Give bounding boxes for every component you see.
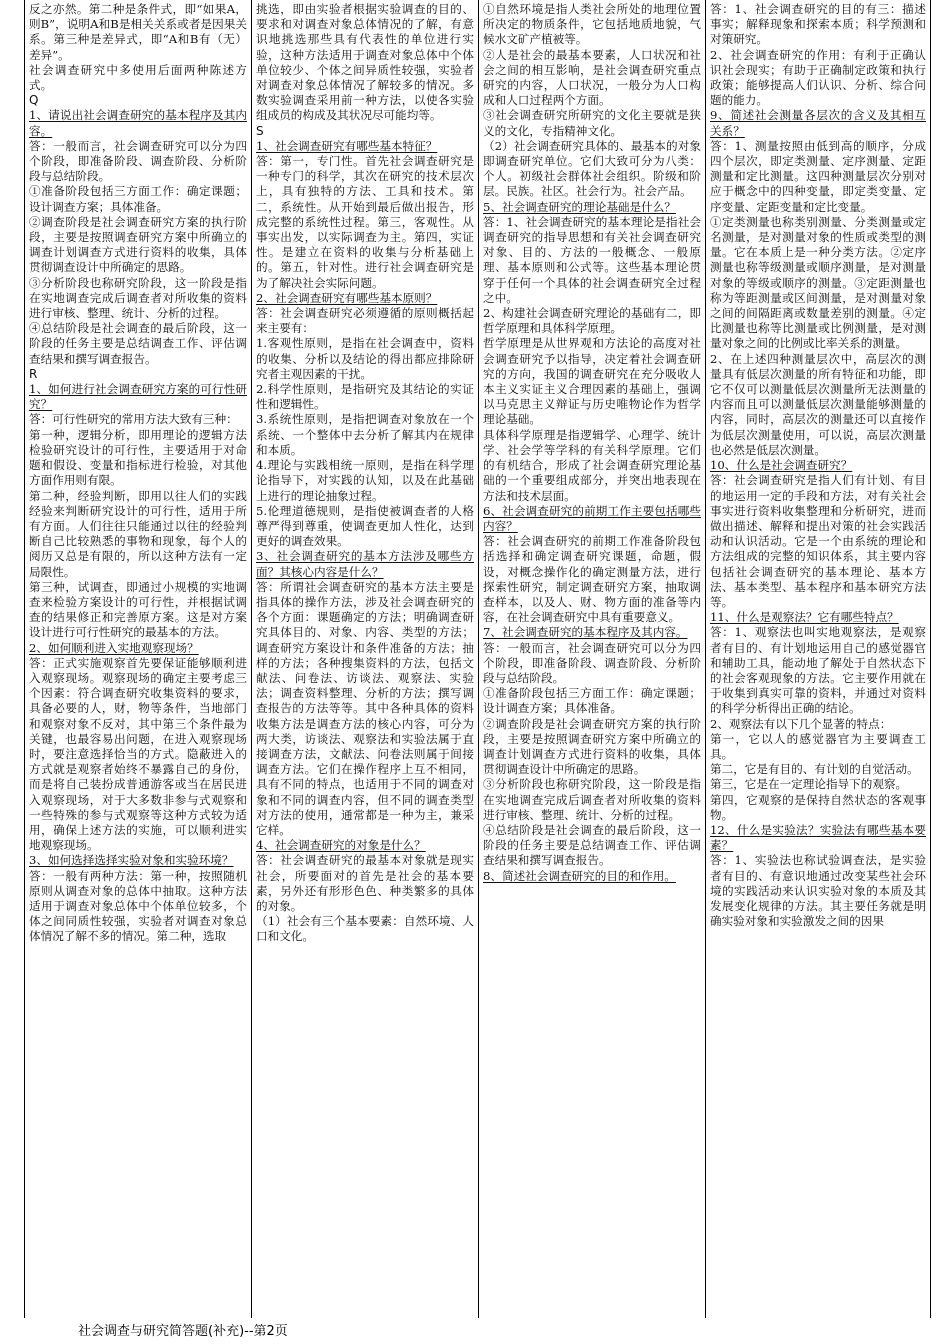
column-2 [252,0,479,1318]
question-heading: 5、社会调查研究的理论基础是什么？ [483,199,676,214]
question-heading: 1、社会调查研究有哪些基本特征？ [256,138,438,153]
answer-paragraph: ③分析阶段也称研究阶段，这一阶段是指在实地调查完成后调查者对所收集的资料进行审核、整理、统计、分析的过程。 [483,777,701,822]
column-3 [479,0,706,1318]
answer-paragraph: （1）社会有三个基本要素：自然环境、人口和文化。 [256,914,474,944]
answer-paragraph: 第二，它是有目的、有计划的自觉活动。 [710,762,919,777]
answer-paragraph: 答：一般有两种方法：第一种，按照随机原则从调查对象的总体中抽取。这种方法适用于调查对象总体中个体单位较多，个体之间同质性较强，实验者对调查对象总体情况了解不多的情况。第二种，选取 [29,868,247,944]
question-heading: 4、社会调查研究的对象是什么？ [256,838,426,853]
column-4 [706,0,931,1318]
question-heading: 9、简述社会测量各层次的含义及其相互关系？ [710,108,926,138]
answer-paragraph: 4.理论与实践相统一原则，是指在科学理论指导下，对实践的认知，以及在此基础上进行的理论抽象过程。 [256,458,474,503]
answer-paragraph: ①定类测量也称类别测量、分类测量或定名测量，是对测量对象的性质或类型的测量。它在本质上是一种分类方法。②定序测量也称等级测量或顺序测量，是对测量对象的等级或顺序的测量。③定距测量也称为等距测量或区间测量，是对测量对象之间的间隔距离或数量差别的测量。④定比测量也称等比测量或比例测量，是对测量对象之间的比例或比率关系的测量。 [710,214,926,351]
question-heading: 3、社会调查研究的基本方法涉及哪些方面？其核心内容是什么？ [256,549,474,579]
answer-paragraph: 2、在上述四种测量层次中，高层次的测量具有低层次测量的所有特征和功能，即它不仅可以测量低层次测量所无法测量的内容而且可以测量低层次测量能够测量的内容，同时，高层次的测量还可以直接作为低层次测量使用，可以说，高层次测量也必然是低层次测量。 [710,351,926,457]
answer-paragraph: 第三种，试调查，即通过小规模的实地调查来检验方案设计的可行性，并根据试调查的结果修正和完善原方案。这是对方案设计进行可行性研究的最基本的方法。 [29,579,247,640]
section-letter: R [29,366,38,381]
answer-paragraph: 答：正式实施观察首先要保证能够顺利进入观察现场。观察现场的确定主要考虑三个因素：符合调查研究收集资料的要求，具备必要的人，财，物等条件，当地部门和观察对象不反对，其中第三个条件最为关键，也最容易出问题，在进入观察现场时，要注意选择恰当的方式。隐蔽进入的方式就是观察者始终不暴露自己的身份，而是将自己装扮成普通游客或当在居民进入观察现场，对于大多数非参与式观察和一些特殊的参与式观察等这种方式较为适用，确保上述方法的实施，可以顺利进实地观察现场。 [29,655,247,853]
answer-paragraph: ④总结阶段是社会调查的最后阶段，这一阶段的任务主要是总结调查工作、评估调查结果和撰写调查报告。 [483,822,701,868]
answer-paragraph: 第一，它以人的感觉器官为主要调查工具。 [710,731,926,761]
question-heading: 2、如何顺利进入实地观察现场？ [29,640,199,655]
answer-paragraph: 挑选，即由实验者根据实验调查的目的、要求和对调查对象总体情况的了解，有意识地挑选那些具有代表性的单位进行实验，这种方法适用于调查对象总体中个体单位较少、个体之间异质性较强，实验者对调查对象总体情况了解较多的情况。多数实验调查采用前一种方法，以使各实验组成员的构成及其状况尽可能均等。 [256,2,474,123]
answer-paragraph: 答：1、社会调查研究的基本理论是指社会调查研究的指导思想和有关社会调查研究对象、目的、方法的一般概念、一般原理、基本原则和公式等。这些基本理论贯穿于任何一个具体的社会调查研究全过程之中。 [483,214,701,305]
answer-paragraph: ③社会调查研究所研究的文化主要就是狭义的文化，专指精神文化。 [483,108,701,138]
question-heading: 6、社会调查研究的前期工作主要包括哪些内容？ [483,503,701,533]
answer-paragraph: ①自然环境是指人类社会所处的地理位置所决定的物质条件，它包括地质地貌，气候水文矿产植被等。 [483,2,701,47]
answer-paragraph: 答：一般而言，社会调查研究可以分为四个阶段，即准备阶段、调查阶段、分析阶段与总结阶段。 [29,138,247,184]
answer-paragraph: ①准备阶段包括三方面工作：确定课题；设计调查方案；具体准备。 [29,184,247,214]
answer-paragraph: 答：社会调查研究必须遵循的原则概括起来主要有： [256,306,474,336]
page-footer: 社会调查与研究简答题(补充)--第2页 [78,1324,288,1339]
document-page [24,0,931,1318]
answer-paragraph: 答：可行性研究的常用方法大致有三种： [29,412,238,427]
answer-paragraph: 第二种，经验判断，即用以往人们的实践经验来判断研究设计的可行性，适用于所有方面。人们往往只能通过以往的经验判断自己比较熟悉的事物和现象，每个人的阅历又总是有限的，所以这种方法有一定局限性。 [29,488,247,579]
answer-paragraph: 第三，它是在一定理论指导下的观察。 [710,777,908,792]
section-letter: Q [29,93,39,108]
question-heading: 12、什么是实验法？实验法有哪些基本要素？ [710,822,926,853]
answer-paragraph: 2、社会调查研究的作用：有利于正确认识社会现实；有助于正确制定政策和执行政策；能够提高人们认识、分析、综合问题的能力。 [710,47,926,108]
question-heading: 10、什么是社会调查研究？ [710,458,853,473]
answer-paragraph: 2.科学性原则，是指研究及其结论的实证性和逻辑性。 [256,382,474,412]
answer-paragraph: 答：社会调查研究是指人们有计划、有目的地运用一定的手段和方法，对有关社会事实进行资料收集整理和分析研究，进而做出描述、解释和提出对策的社会实践活动和认识活动。它是一个由系统的理论和方法组成的完整的知识体系，其主要内容包括社会调查研究的基本理论、基本方法、基本类型、基本程序和基本研究方法等。 [710,473,926,609]
section-letter: S [256,123,264,138]
answer-paragraph: 2、观察法有以下几个显著的特点： [710,716,892,731]
answer-paragraph: ④总结阶段是社会调查的最后阶段，这一阶段的任务主要是总结调查工作、评估调查结果和撰写调查报告。 [29,321,247,366]
answer-paragraph: 答：第一，专门性。首先社会调查研究是一种专门的科学，其次在研究的技术层次上，具有独特的方法、工具和技术。第二，系统性。从开始到最后做出报告，形成完整的系统性过程。第三，客观性。从事实出发，以实际调查为主。第四，实证性。是建立在资料的收集与分析基础上的。第五，针对性。进行社会调查研究是为了解决社会实际问题。 [256,154,474,290]
answer-paragraph: 社会调查研究中多使用后面两种陈述方式。 [29,62,247,93]
answer-paragraph: ③分析阶段也称研究阶段，这一阶段是指在实地调查完成后调查者对所收集的资料进行审核、整理、统计、分析的过程。 [29,275,247,321]
answer-paragraph: 答：1、观察法也叫实地观察法，是观察者有目的、有计划地运用自己的感觉器官和辅助工具，能动地了解处于自然状态下的社会客观现象的方法。它主要作用就在于收集到真实可靠的资料，并通过对资料的科学分析得出正确的结论。 [710,625,926,716]
answer-paragraph: ①准备阶段包括三方面工作：确定课题；设计调查方案；具体准备。 [483,686,701,716]
answer-paragraph: 答：1、社会调查研究的目的有三：描述事实；解释现象和探索本质；科学预测和对策研究。 [710,2,926,47]
answer-paragraph: ②人是社会的最基本要素，人口状况和社会之间的相互影响，是社会调查研究重点研究的内容，人口状况，一般分为人口构成和人口过程两个方面。 [483,47,701,108]
answer-paragraph: 答：所谓社会调查研究的基本方法主要是指具体的操作方法，涉及社会调查研究的各个方面：课题确定的方法；明确调查研究具体目的、对象、内容、类型的方法；调查研究方案设计和条件准备的方法；抽样的方法；各种搜集资料的方法，包括文献法、问卷法、访谈法、观察法、实验法；调查资料整理、分析的方法；撰写调查报告的方法等等。其中各种具体的资料收集方法是调查方法的核心内容，可分为两大类，访谈法、观察法和实验法属于直接调查方法，文献法、问卷法则属于间接调查方法。它们在操作程序上互不相同，具有不同的特点，也适用于不同的调查对象和不同的调查内容，但不同的调查类型对方法的使用，通常都是一种为主，兼采它样。 [256,579,474,837]
question-heading: 3、如何选择选择实验对象和实验环境？ [29,853,234,868]
question-heading: 1、如何进行社会调查研究方案的可行性研究？ [29,382,247,412]
answer-paragraph: 5.伦理道德规则，是指使被调查者的人格尊严得到尊重，使调查更加人性化，达到更好的调查效果。 [256,503,474,549]
answer-paragraph: 答：社会调查研究的前期工作准备阶段包括选择和确定调查研究课题，命题，假设，对概念操作化的确定测量方法，进行探索性研究，制定调查研究方案，抽取调查样本，以及人、财、物方面的准备等内容，在社会调查研究中具有重要意义。 [483,534,701,625]
question-heading: 1、请说出社会调查研究的基本程序及其内容。 [29,108,247,138]
answer-paragraph: 1.客观性原则，是指在社会调查中，资料的收集、分析以及结论的得出都应排除研究者主观因素的干扰。 [256,336,474,381]
answer-paragraph: 2、构建社会调查研究理论的基础有二，即哲学原理和具体科学原理。 [483,306,701,336]
answer-paragraph: 第一种，逻辑分析，即用理论的逻辑方法检验研究设计的可行性，主要适用于对命题和假设、变量和指标进行检验，对其他方面作用则有限。 [29,427,247,488]
question-heading: 7、社会调查研究的基本程序及其内容。 [483,625,688,640]
answer-paragraph: 答：1、测量按照由低到高的顺序，分成四个层次，即定类测量、定序测量、定距测量和定比测量。这四种测量层次分别对应于概念中的四种变量，即定类变量、定序变量、定距变量和定比变量。 [710,138,926,214]
answer-paragraph: 具体科学原理是指逻辑学、心理学、统计学、社会学等学科的有关科学原理。它们的有机结合，形成了社会调查研究理论基础的一个重要组成部分，并突出地表现在方法和技术层面。 [483,427,701,503]
answer-paragraph: ②调查阶段是社会调查研究方案的执行阶段，主要是按照调查研究方案中所确立的调查计划调查方式进行资料的收集，具体贯彻调查设计中所确定的思路。 [29,214,247,275]
answer-paragraph: 反之亦然。第二种是条件式，即“如果A，则B”，说明A和B是相关关系或者是因果关系。第三种是差异式，即“A和B有（无）差异”。 [29,2,247,62]
question-heading: 2、社会调查研究有哪些基本原则？ [256,290,438,305]
answer-paragraph: 答：一般而言，社会调查研究可以分为四个阶段，即准备阶段、调查阶段、分析阶段与总结阶段。 [483,640,701,685]
answer-paragraph: 哲学原理是从世界观和方法论的高度对社会调查研究予以指导，决定着社会调查研究的方向，我国的调查研究在充分吸收人本主义实证主义合理因素的基础上，强调以马克思主义辩证与历史唯物论作为哲学理论基础。 [483,336,701,427]
answer-paragraph: 答：社会调查研究的最基本对象就是现实社会，所要面对的首先是社会的基本要素，另外还有形形色色、种类繁多的具体的对象。 [256,853,474,913]
question-heading: 11、什么是观察法？它有哪些特点？ [710,610,899,625]
answer-paragraph: （2）社会调查研究具体的、最基本的对象即调查研究单位。它们大致可分为八类：个人。初级社会群体社会组织。阶级和阶层。民族。社区。社会行为。社会产品。 [483,138,701,199]
column-1 [25,0,252,1318]
question-heading: 8、简述社会调查研究的目的和作用。 [483,868,676,883]
answer-paragraph: 第四，它观察的是保持自然状态的客观事物。 [710,792,926,822]
answer-paragraph: ②调查阶段是社会调查研究方案的执行阶段，主要是按照调查研究方案中所确立的调查计划调查方式进行资料的收集，具体贯彻调查设计中所确定的思路。 [483,716,701,777]
answer-paragraph: 答：1、实验法也称试验调查法，是实验者有目的、有意识地通过改变某些社会环境的实践活动来认识实验对象的本质及其发展变化规律的方法。其主要任务就是明确实验对象和实验激发之间的因果 [710,853,926,929]
answer-paragraph: 3.系统性原则，是指把调查对象放在一个系统、一个整体中去分析了解其内在规律和本质。 [256,412,474,457]
